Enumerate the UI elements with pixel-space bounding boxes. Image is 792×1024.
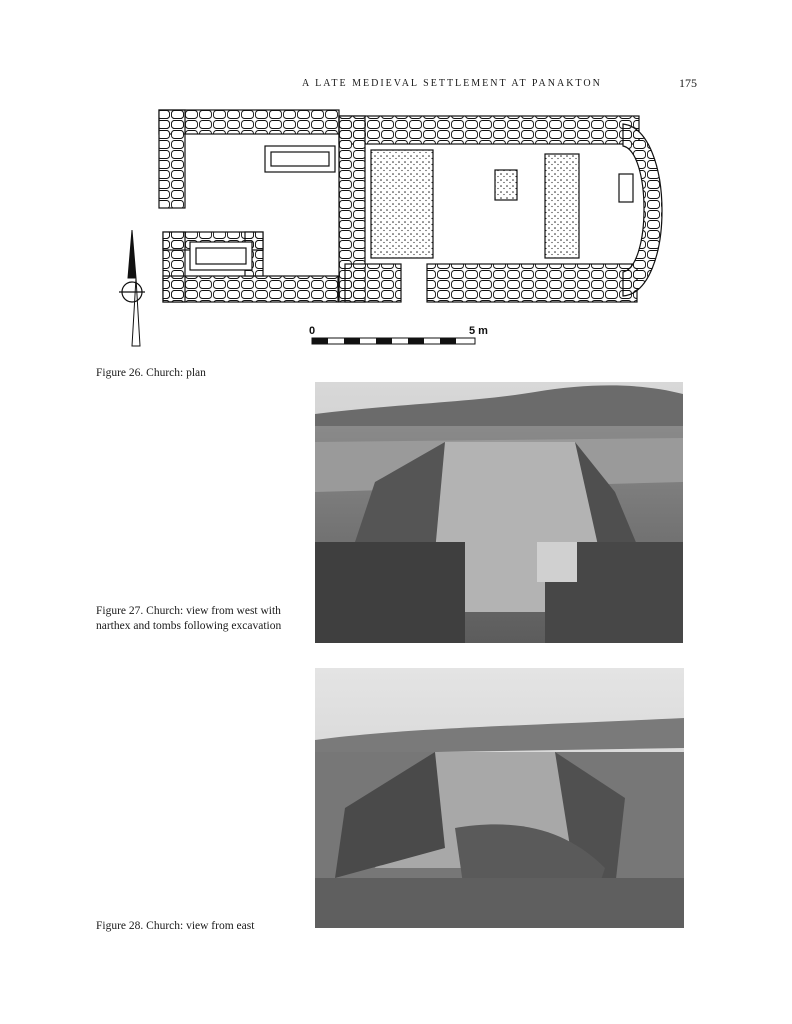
- scale-end-label: 5 m: [469, 325, 488, 337]
- figure-26-caption: Figure 26. Church: plan: [96, 367, 206, 379]
- page-number: 175: [679, 76, 697, 90]
- figure-28-photo: [315, 668, 684, 928]
- plan-walls: [159, 110, 662, 302]
- figure-27-photo: [315, 382, 683, 643]
- figure-28-caption: Figure 28. Church: view from east: [96, 920, 255, 932]
- north-arrow: [119, 230, 145, 346]
- running-head: A LATE MEDIEVAL SETTLEMENT AT PANAKTON: [302, 78, 602, 89]
- figure-27-caption: Figure 27. Church: view from west with narthex and tombs following excavation: [96, 605, 282, 632]
- scale-start-label: 0: [309, 325, 316, 337]
- church-plan-drawing: [115, 100, 695, 355]
- scale-bar: [309, 325, 488, 344]
